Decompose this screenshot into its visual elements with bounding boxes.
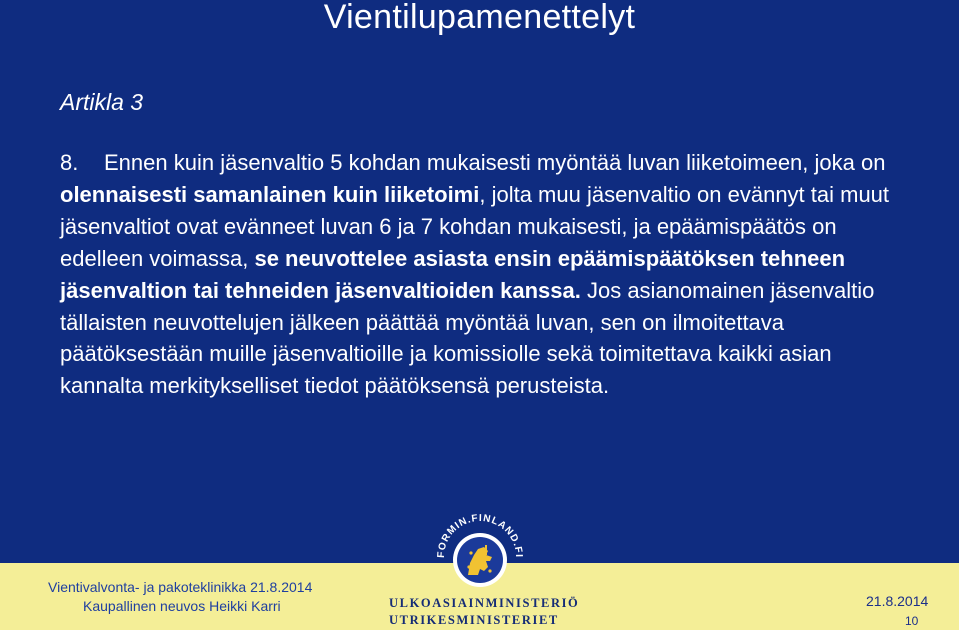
ministry-name-sv: UTRIKESMINISTERIET: [389, 613, 559, 627]
footer-event: Vientivalvonta- ja pakoteklinikka 21.8.2014: [48, 579, 313, 595]
footer-author: Kaupallinen neuvos Heikki Karri: [83, 598, 281, 614]
slide-subtitle: Artikla 3: [60, 89, 144, 115]
slide-title: Vientilupamenettelyt: [323, 0, 636, 36]
page-number: 10: [905, 614, 919, 628]
text-segment: Ennen kuin jäsenvaltio 5 kohdan mukaisesti myöntää luvan liiketoimeen, joka on: [104, 150, 886, 175]
slide-body: [60, 147, 920, 402]
logo-arc-text: FORMIN.FINLAND.FI: [435, 512, 525, 559]
text-segment-bold: olennaisesti samanlainen kuin liiketoimi: [60, 181, 480, 207]
text-segment: Jos asianomainen jäsenvaltio tällaisten neuvottelujen jälkeen päättää myöntää luvan, sen on ilmoitettava päätöksestään muille jäsenvaltioille ja komissiolle sekä toimitettava kaikki asian kannalta merkitykselliset tiedot päätöksensä perusteista.: [60, 277, 875, 399]
ministry-name-fi: ULKOASIAINMINISTERIÖ: [389, 596, 580, 610]
text-segment-bold: se neuvottelee asiasta ensin epäämispäätöksen tehneen jäsenvaltion tai tehneiden jäsenvaltioiden kanssa.: [60, 245, 846, 303]
paragraph-number: 8.: [60, 150, 79, 175]
footer-date: 21.8.2014: [866, 593, 929, 609]
ministry-lion-logo: [430, 505, 530, 595]
text-segment: , jolta muu jäsenvaltio on evännyt tai muut jäsenvaltiot ovat evänneet luvan 6 ja 7 kohdan mukaisesti, ja epäämispäätös on edelleen voimassa,: [60, 181, 890, 271]
